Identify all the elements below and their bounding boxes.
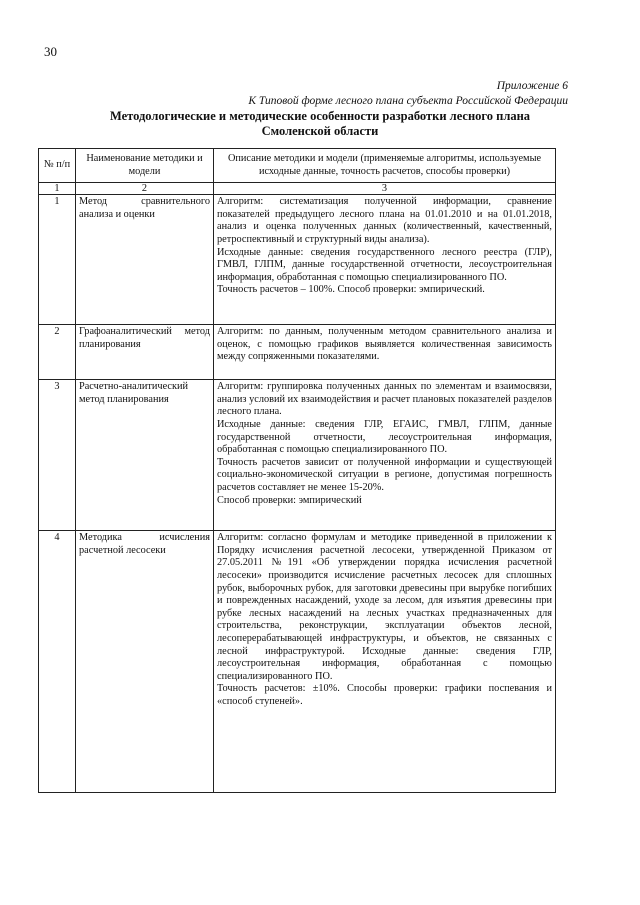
- description-paragraph: Алгоритм: по данным, полученным методом сравнительного анализа и оценок, с помощью графиков выявляется количественная зависимость между сопряженными показателями.: [217, 326, 552, 363]
- description-paragraph: Алгоритм: группировка полученных данных по элементам и взаимосвязи, анализ условий их взаимодействия и расчет плановых показателей разделов лесного плана.: [217, 381, 552, 418]
- column-number: 1: [39, 183, 76, 195]
- description-paragraph: Алгоритм: согласно формулам и методике приведенной в приложении к Порядку исчисления расчетной лесосеки, утвержденной Приказом от 27.05.2011 №191 «Об утверждении порядка исчисления расчетной лесосеки» производится исчисление расчетных лесосек для сплошных рубок, выборочных рубок, для заготовки древесины при вырубке погибших и поврежденных насаждений, уходе за лесом, для изъятия древесины при рубке лесных насаждений на лесных участках предназначенных для строительства, реконструкции, эксплуатации объектов лесной, лесоперерабатывающей инфраструктуры, и объектов, не связанных с лесной инфраструктурой. Исходные данные: сведения ГЛР, лесоустроительная информация, обработанная с помощью специализированного ПО.: [217, 532, 552, 682]
- method-name: Графоаналитический метод планирования: [76, 325, 214, 380]
- method-name: Метод сравнительного анализа и оценки: [76, 195, 214, 325]
- description-paragraph: Точность расчетов: ±10%. Способы проверки: графики поспевания и «способ ступеней».: [217, 683, 552, 707]
- column-number: 2: [76, 183, 214, 195]
- row-number: 2: [39, 325, 76, 380]
- table-row: [39, 195, 556, 325]
- table-row: [39, 531, 556, 793]
- document-title: [40, 109, 600, 139]
- header-num: № п/п: [39, 149, 76, 183]
- method-name: Расчетно-аналитический метод планирования: [76, 380, 214, 531]
- row-number: 1: [39, 195, 76, 325]
- row-number: 4: [39, 531, 76, 793]
- header-name: Наименование методики и модели: [76, 149, 214, 183]
- method-description: [214, 325, 556, 380]
- column-numbers-row: [39, 183, 556, 195]
- description-paragraph: Исходные данные: сведения государственного лесного реестра (ГЛР), ГМВЛ, ГЛПМ, данные государственной отчетности, лесоустроительная информация, обработанная с помощью специализированного ПО.: [217, 246, 552, 283]
- description-paragraph: Способ проверки: эмпирический: [217, 494, 362, 506]
- table-header-row: [39, 149, 556, 183]
- method-name: Методика исчисления расчетной лесосеки: [76, 531, 214, 793]
- page-number: 30: [44, 44, 57, 59]
- table-row: [39, 380, 556, 531]
- row-number: 3: [39, 380, 76, 531]
- appendix-header: [248, 79, 568, 109]
- header-desc: Описание методики и модели (применяемые алгоритмы, используемые исходные данные, точность расчетов, способы проверки): [214, 149, 556, 183]
- method-description: [214, 531, 556, 793]
- description-paragraph: Исходные данные: сведения ГЛР, ЕГАИС, ГМВЛ, ГЛПМ, данные государственной отчетности, лесоустроительная информация, обработанная с помощью специализированного ПО.: [217, 418, 552, 456]
- method-description: [214, 380, 556, 531]
- methods-table: [38, 148, 556, 793]
- column-number: 3: [214, 183, 556, 195]
- method-description: [214, 195, 556, 325]
- description-paragraph: Алгоритм: систематизация полученной информации, сравнение показателей предыдущего лесного плана на 01.01.2010 и на 01.01.2018, анализ и оценка полученных данных (количественный, качественный, ретроспективный и структурный виды анализа).: [217, 196, 552, 245]
- table-row: [39, 325, 556, 380]
- title-line-2: Смоленской области: [261, 124, 379, 138]
- appendix-reference: К Типовой форме лесного плана субъекта Российской Федерации: [248, 95, 568, 107]
- description-paragraph: Точность расчетов – 100%. Способ проверки: эмпирический.: [217, 284, 485, 296]
- title-line-1: Методологические и методические особенности разработки лесного плана: [109, 109, 531, 123]
- description-paragraph: Точность расчетов зависит от полученной информации и существующей социально-экономической ситуации в регионе, допустимая погрешность расчетов составляет не менее 15-20%.: [217, 456, 552, 493]
- appendix-label: Приложение 6: [496, 80, 568, 92]
